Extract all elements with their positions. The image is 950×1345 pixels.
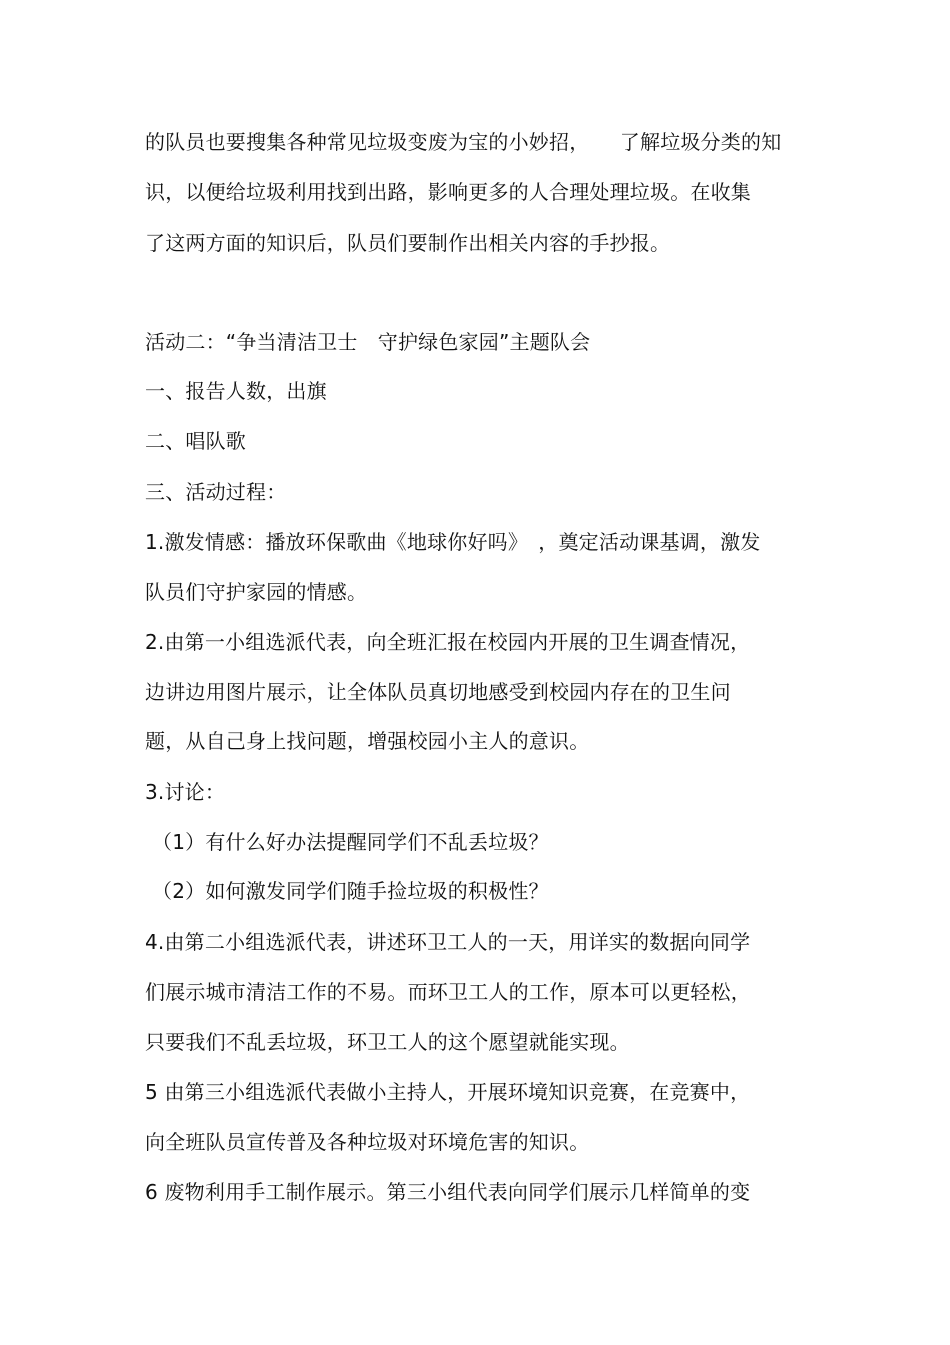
intro-line-3: 了这两方面的知识后，队员们要制作出相关内容的手抄报。 xyxy=(145,231,671,255)
item2-line-2: 边讲边用图片展示，让全体队员真切地感受到校园内存在的卫生问 xyxy=(145,680,731,704)
item1-line-1: 1.激发情感：播放环保歌曲《地球你好吗》 ，奠定活动课基调，激发 xyxy=(145,530,761,554)
item2-line-1: 2.由第一小组选派代表，向全班汇报在校园内开展的卫生调查情况， xyxy=(145,630,751,654)
item6-line-1: 6 废物利用手工制作展示。第三小组代表向同学们展示几样简单的变 xyxy=(145,1180,751,1204)
step-3: 三、活动过程： xyxy=(145,480,287,504)
item4-line-2: 们展示城市清洁工作的不易。而环卫工人的工作，原本可以更轻松， xyxy=(145,980,751,1004)
activity-title: 活动二：“争当清洁卫士 守护绿色家园”主题队会 xyxy=(145,330,591,354)
item4-line-1: 4.由第二小组选派代表，讲述环卫工人的一天，用详实的数据向同学 xyxy=(145,930,751,954)
item4-line-3: 只要我们不乱丢垃圾，环卫工人的这个愿望就能实现。 xyxy=(145,1030,630,1054)
item3-sub-1: （1）有什么好办法提醒同学们不乱丢垃圾？ xyxy=(152,830,549,854)
item2-line-3: 题，从自己身上找问题，增强校园小主人的意识。 xyxy=(145,729,590,753)
intro-line-1: 的队员也要搜集各种常见垃圾变废为宝的小妙招， 了解垃圾分类的知 xyxy=(145,130,782,154)
step-1: 一、报告人数，出旗 xyxy=(145,379,327,403)
intro-line-2: 识，以便给垃圾利用找到出路，影响更多的人合理处理垃圾。在收集 xyxy=(145,180,751,204)
item1-line-2: 队员们守护家园的情感。 xyxy=(145,580,368,604)
step-2: 二、唱队歌 xyxy=(145,429,246,453)
item5-line-2: 向全班队员宣传普及各种垃圾对环境危害的知识。 xyxy=(145,1130,590,1154)
item5-line-1: 5 由第三小组选派代表做小主持人，开展环境知识竞赛，在竞赛中， xyxy=(145,1080,751,1104)
item3-sub-2: （2）如何激发同学们随手捡垃圾的积极性？ xyxy=(152,879,549,903)
item3-title: 3.讨论： xyxy=(145,780,226,804)
